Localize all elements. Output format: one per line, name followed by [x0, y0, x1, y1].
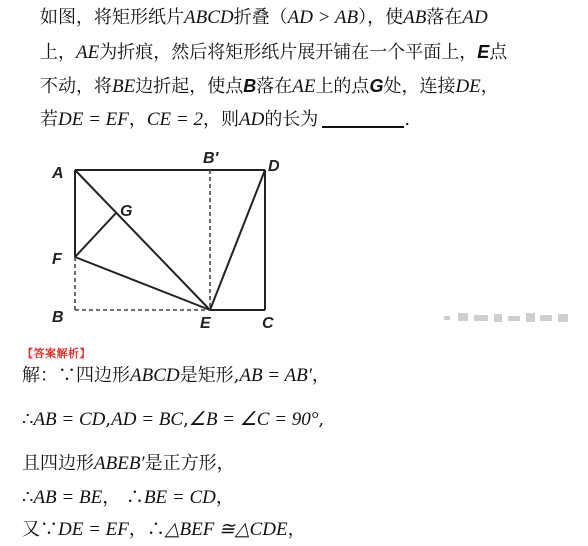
- var: CE = 2: [146, 109, 203, 130]
- text: 如图，将矩形纸片: [40, 7, 184, 28]
- solution-line-5: [22, 518, 306, 542]
- text: 且四边形: [22, 453, 94, 474]
- var: AD > AB: [287, 7, 359, 28]
- var: DE = EF: [58, 109, 129, 130]
- label-G: G: [120, 203, 133, 220]
- var: AD: [238, 109, 265, 130]
- var: ABCD: [184, 7, 234, 28]
- segment-FE: [75, 257, 210, 310]
- label-D: D: [268, 158, 280, 175]
- text: ，: [128, 109, 147, 130]
- scan-artifact: [440, 310, 576, 326]
- var: G: [369, 76, 384, 96]
- text: ,: [318, 409, 325, 430]
- text: 的长为: [264, 109, 319, 130]
- text: ，: [287, 519, 306, 540]
- solution-line-3: [22, 452, 235, 476]
- var: E: [477, 42, 490, 62]
- text: ，: [480, 76, 499, 97]
- var: AB: [403, 7, 427, 28]
- text: ， ∴: [102, 487, 144, 508]
- label-F: F: [52, 251, 62, 268]
- var: ∠B = ∠C = 90°: [188, 409, 319, 430]
- var: △BEF ≅△CDE: [164, 519, 288, 540]
- var: ABEB′: [94, 453, 145, 474]
- text: 处，连接: [383, 76, 456, 97]
- text: 上，: [40, 42, 76, 63]
- var: B: [243, 76, 257, 96]
- text: 解：∵四边形: [22, 365, 130, 386]
- text: ∴: [22, 409, 34, 430]
- text: ，: [215, 487, 234, 508]
- text: 上的点: [315, 76, 370, 97]
- var: BE: [112, 76, 136, 97]
- text: 是矩形,: [179, 365, 240, 386]
- label-C: C: [262, 315, 274, 332]
- label-B-prime: B′: [203, 150, 219, 167]
- segment-DE: [210, 170, 265, 310]
- text: 落在: [426, 7, 463, 28]
- var: AB = CD: [33, 409, 106, 430]
- text: .: [404, 109, 411, 130]
- answer-analysis-tag: 【答案解析】: [22, 347, 91, 360]
- var: BE = CD: [143, 487, 216, 508]
- text: ,: [105, 409, 112, 430]
- label-A: A: [52, 165, 64, 182]
- var: AD: [462, 7, 488, 28]
- text: 又∵: [22, 519, 58, 540]
- text: ），使: [358, 7, 404, 28]
- text: 是正方形，: [144, 453, 235, 474]
- solution-line-2: [22, 408, 324, 432]
- var: AB = AB′: [239, 365, 312, 386]
- text: ，: [311, 365, 330, 386]
- solution-line-1: [22, 364, 330, 388]
- var: AB = BE: [33, 487, 103, 508]
- text: ,: [183, 409, 189, 430]
- text: 边折起，使点: [135, 76, 244, 97]
- text: 折叠（: [233, 7, 288, 28]
- solution-line-4: [22, 486, 234, 510]
- label-B: B: [52, 309, 64, 326]
- text: 点: [489, 42, 508, 63]
- label-E: E: [200, 315, 211, 332]
- text: ，则: [202, 109, 239, 130]
- text: ，∴: [128, 519, 165, 540]
- var: AE: [292, 76, 316, 97]
- var: AD = BC: [111, 409, 184, 430]
- text: 若: [40, 109, 58, 130]
- var: ABCD: [130, 365, 180, 386]
- var: DE = EF: [58, 519, 129, 540]
- text: 不动，将: [40, 76, 112, 97]
- segment-AE: [75, 170, 210, 310]
- text: 为折痕，然后将矩形纸片展开铺在一个平面上，: [99, 42, 478, 63]
- text: 落在: [256, 76, 293, 97]
- var: AE: [76, 42, 100, 63]
- segment-FG: [75, 213, 116, 257]
- text: ∴: [22, 487, 34, 508]
- var: DE: [455, 76, 481, 97]
